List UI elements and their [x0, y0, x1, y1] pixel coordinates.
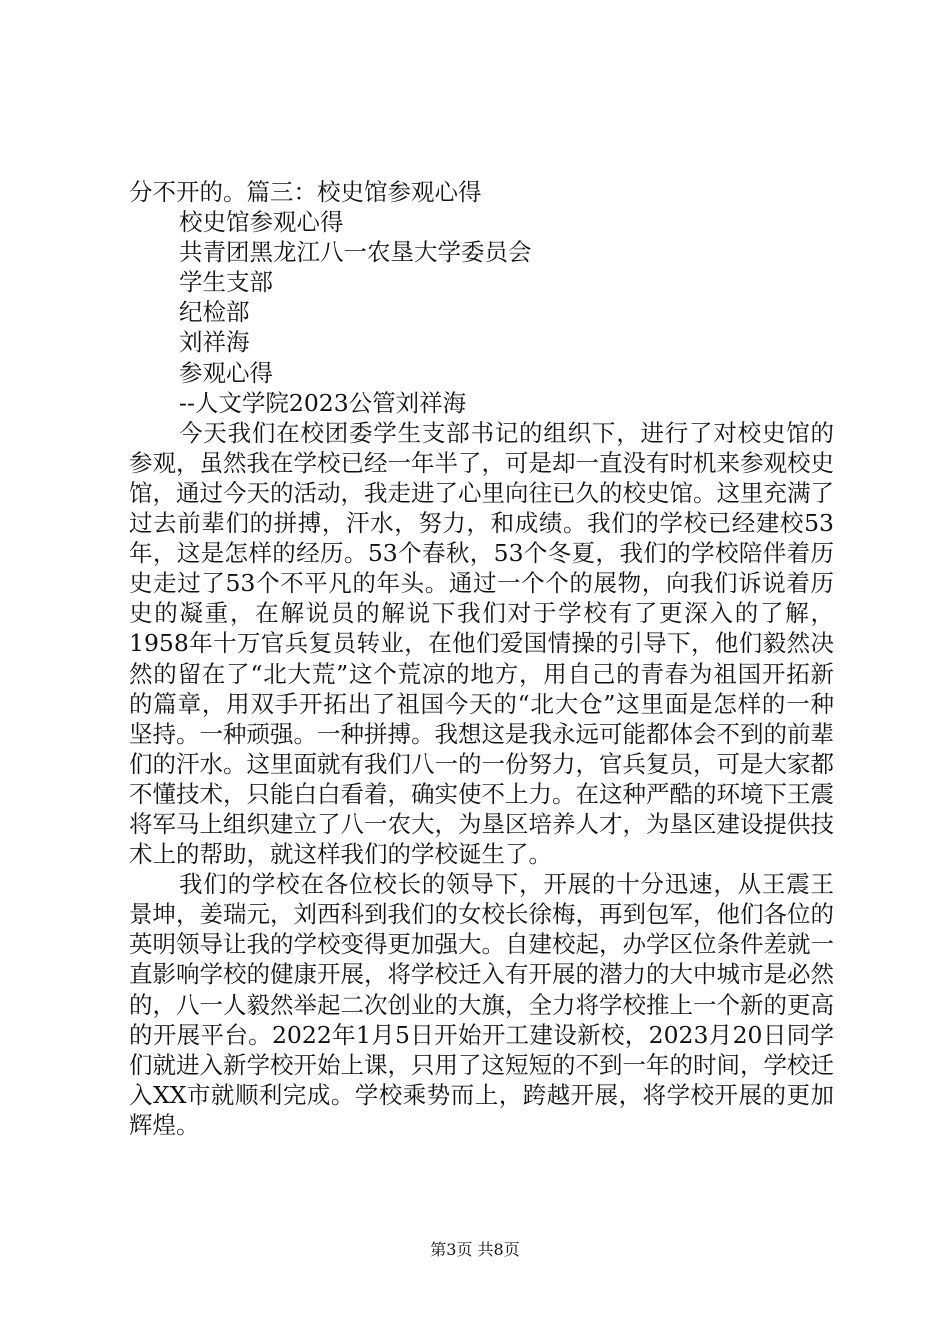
author-name-line: 刘祥海 — [179, 328, 250, 357]
body-paragraph-2: 我们的学校在各位校长的领导下，开展的十分迅速，从王震王景坤，姜瑞元，刘西科到我们的女校长徐梅，再到包军，他们各位的英明领导让我的学校变得更加强大。自建校起，办学区位条件差就一直影响学校的健康开展，将学校迁入有开展的潜力的大中城市是必然的，八一人毅然举起二次创业的大旗，全力将学校推上一个新的更高的开展平台。2022年1月5日开始开工建设新校，2023月20日同学们就进入新学校开始上课，只用了这短短的不到一年的时间，学校迁入XX市就顺利完成。学校乘势而上，跨越开展，将学校开展的更加辉煌。 — [129, 870, 834, 1139]
branch-line: 学生支部 — [179, 268, 273, 297]
body-paragraph-1: 今天我们在校团委学生支部书记的组织下，进行了对校史馆的参观，虽然我在学校已经一年半了，可是却一直没有时机来参观校史馆，通过今天的活动，我走进了心里向往已久的校史馆。这里充满了过去前辈们的拼搏，汗水，努力，和成绩。我们的学校已经建校53年，这是怎样的经历。53个春秋，53个冬夏，我们的学校陪伴着历史走过了53个不平凡的年头。通过一个个的展物，向我们诉说着历史的凝重，在解说员的解说下我们对于学校有了更深入的了解，1958年十万官兵复员转业，在他们爱国情操的引导下，他们毅然决然的留在了“北大荒”这个荒凉的地方，用自己的青春为祖国开拓新的篇章，用双手开拓出了祖国今天的“北大仓”这里面是怎样的一种坚持。一种顽强。一种拼搏。我想这是我永远可能都体会不到的前辈们的汗水。这里面就有我们八一的一份努力，官兵复员，可是大家都不懂技术，只能白白看着，确实使不上力。在这种严酷的环境下王震将军马上组织建立了八一农大，为垦区培养人才，为垦区建设提供技术上的帮助，就这样我们的学校诞生了。 — [129, 418, 834, 869]
essay-title: 校史馆参观心得 — [179, 208, 344, 237]
organization-line: 共青团黑龙江八一农垦大学委员会 — [179, 238, 532, 267]
department-line: 纪检部 — [179, 298, 250, 327]
subtitle-line: 参观心得 — [179, 358, 273, 387]
byline: --人文学院2023公管刘祥海 — [179, 388, 467, 417]
opening-line: 分不开的。篇三：校史馆参观心得 — [129, 178, 482, 206]
page-footer: 第3页 共8页 — [430, 1240, 520, 1259]
document-body — [129, 177, 834, 1140]
